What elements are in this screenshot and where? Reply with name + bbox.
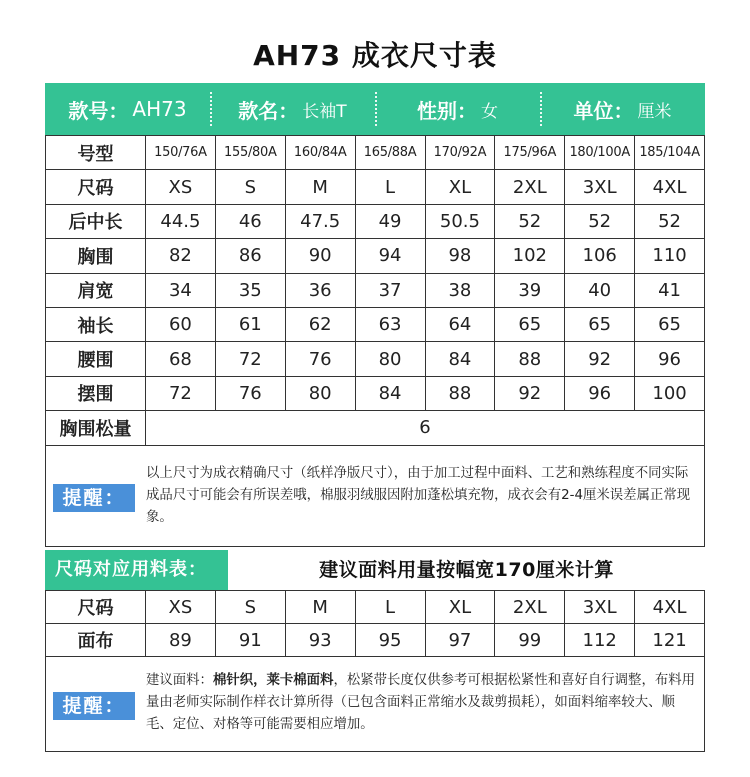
table-cell: 37 [355,273,425,307]
row-header: 胸围 [46,239,146,273]
table-cell: 96 [635,342,705,376]
row-header: 尺码 [46,591,146,624]
table-cell: 52 [565,204,635,238]
style-name-value: 长袖T [302,101,347,122]
table-cell: 95 [355,624,425,657]
table-cell: L [355,591,425,624]
table-cell: 52 [635,204,705,238]
table-cell: 3XL [565,591,635,624]
style-name-label: 款名： [238,98,299,123]
notice-box-sizes [45,445,705,547]
notice-box-fabric [45,656,705,752]
fabric-width-note: 建议面料用量按幅宽170厘米计算 [319,559,614,581]
table-cell: 94 [355,239,425,273]
table-cell: 100 [635,376,705,410]
table-cell: 2XL [495,591,565,624]
table-cell: 46 [215,204,285,238]
table-cell: 93 [285,624,355,657]
table-cell: 92 [495,376,565,410]
fabric-table-label: 尺码对应用料表： [45,550,228,590]
table-row [46,273,705,307]
table-cell: 38 [425,273,495,307]
table-row [46,170,705,204]
table-cell: 92 [565,342,635,376]
table-cell: 86 [215,239,285,273]
table-row [46,239,705,273]
table-cell: 2XL [495,170,565,204]
table-cell: 90 [285,239,355,273]
table-cell: 91 [215,624,285,657]
table-cell: 61 [215,307,285,341]
table-cell: 160/84A [285,136,355,170]
table-cell: 72 [215,342,285,376]
table-cell: 62 [285,307,355,341]
table-cell: 76 [215,376,285,410]
table-cell: 64 [425,307,495,341]
row-header: 尺码 [46,170,146,204]
unit-label: 单位： [573,98,634,123]
notice-body: ，松紧带长度仅供参考可根据松紧性和喜好自行调整，布料用量由老师实际制作样衣计算所得（已包含面料正常缩水及裁剪损耗），如面料缩率较大、顺毛、定位、对格等可能需要相应增加。 [146,673,696,732]
row-header: 号型 [46,136,146,170]
table-cell: 99 [495,624,565,657]
table-cell: 84 [425,342,495,376]
table-cell: 60 [146,307,216,341]
gender-cell [375,83,540,135]
fabric-usage-table [45,590,705,657]
table-cell: 4XL [635,170,705,204]
table-cell: 112 [565,624,635,657]
row-header: 肩宽 [46,273,146,307]
row-header: 腰围 [46,342,146,376]
table-cell: 175/96A [495,136,565,170]
table-cell: 89 [146,624,216,657]
style-number-value: AH73 [132,97,187,121]
table-cell: S [215,170,285,204]
gender-value: 女 [481,101,498,122]
table-cell: 41 [635,273,705,307]
table-cell: 76 [285,342,355,376]
table-cell: 180/100A [565,136,635,170]
row-header: 摆围 [46,376,146,410]
table-cell: 97 [425,624,495,657]
unit-cell [540,83,705,135]
table-cell: S [215,591,285,624]
table-cell: 150/76A [146,136,216,170]
table-cell: 47.5 [285,204,355,238]
size-chart-table [45,135,705,446]
table-row [46,624,705,657]
table-cell: M [285,170,355,204]
table-row [46,136,705,170]
table-cell: 155/80A [215,136,285,170]
table-cell: 110 [635,239,705,273]
table-cell: 80 [355,342,425,376]
table-cell: 49 [355,204,425,238]
row-header: 胸围松量 [46,411,146,445]
style-number-label: 款号： [68,98,129,123]
table-cell: 80 [285,376,355,410]
notice-bold-fabric: 棉针织，莱卡棉面料 [212,673,334,688]
table-cell: 44.5 [146,204,216,238]
notice-text: 以上尺寸为成衣精确尺寸（纸样净版尺寸），由于加工过程中面料、工艺和熟练程度不同实际成品尺寸可能会有所误差哦，棉服羽绒服因附加蓬松填充物，成衣会有2-4厘米误差属正常现象。 [146,466,691,525]
table-cell: 106 [565,239,635,273]
table-cell: XS [146,170,216,204]
chest-ease-value: 6 [146,411,705,445]
table-cell: 84 [355,376,425,410]
remind-badge: 提醒： [53,692,135,720]
remind-badge: 提醒： [53,484,135,512]
table-cell: XS [146,591,216,624]
row-header: 袖长 [46,307,146,341]
table-cell: 65 [635,307,705,341]
table-row [46,411,705,445]
table-cell: 63 [355,307,425,341]
table-cell: 39 [495,273,565,307]
table-row [46,376,705,410]
table-cell: L [355,170,425,204]
gender-label: 性别： [417,98,477,123]
table-cell: 35 [215,273,285,307]
table-cell: XL [425,591,495,624]
table-cell: 88 [425,376,495,410]
table-cell: 170/92A [425,136,495,170]
row-header: 面布 [46,624,146,657]
table-cell: 65 [495,307,565,341]
unit-value: 厘米 [637,101,672,122]
table-cell: 102 [495,239,565,273]
table-cell: 165/88A [355,136,425,170]
table-row [46,204,705,238]
table-cell: 52 [495,204,565,238]
table-cell: 82 [146,239,216,273]
table-cell: 40 [565,273,635,307]
notice-prefix: 建议面料： [146,673,213,688]
page-title: AH73 成衣尺寸表 [253,39,497,72]
table-row [46,307,705,341]
table-cell: 121 [635,624,705,657]
fabric-header-bar [45,550,705,590]
table-row [46,591,705,624]
table-cell: 65 [565,307,635,341]
table-cell: 3XL [565,170,635,204]
table-cell: 50.5 [425,204,495,238]
info-header-bar [45,83,705,135]
table-cell: 36 [285,273,355,307]
notice-text [146,670,698,736]
table-cell: 34 [146,273,216,307]
row-header: 后中长 [46,204,146,238]
table-cell: 185/104A [635,136,705,170]
table-cell: M [285,591,355,624]
table-cell: 96 [565,376,635,410]
table-cell: 72 [146,376,216,410]
table-cell: 88 [495,342,565,376]
table-cell: 68 [146,342,216,376]
style-number-cell [45,83,210,135]
style-name-cell [210,83,375,135]
table-cell: XL [425,170,495,204]
table-cell: 98 [425,239,495,273]
table-cell: 4XL [635,591,705,624]
table-row [46,342,705,376]
